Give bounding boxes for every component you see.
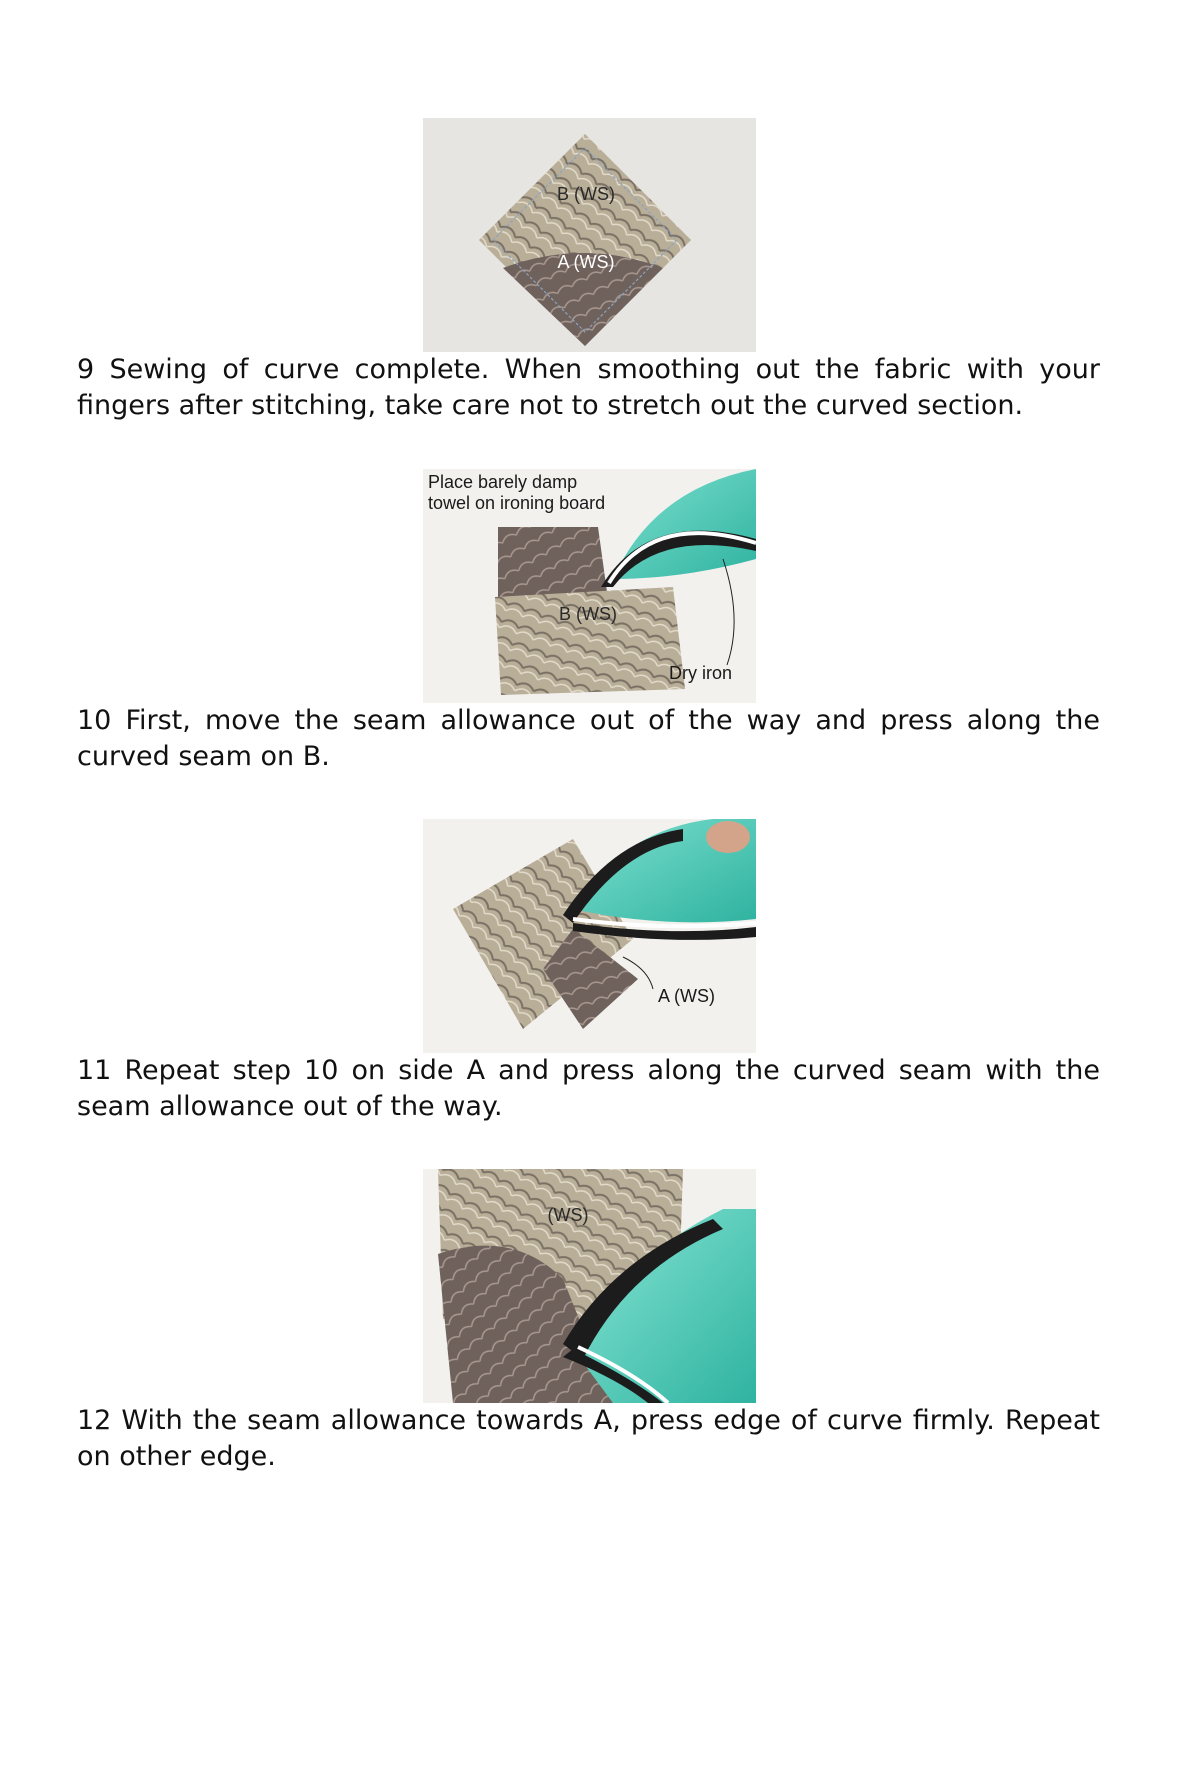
label-a-ws: A (WS) bbox=[557, 252, 615, 272]
step-10-photo bbox=[423, 469, 756, 703]
label-b-ws: B (WS) bbox=[557, 184, 615, 204]
step-9-photo bbox=[423, 118, 756, 352]
step-12-photo bbox=[423, 1169, 756, 1403]
step-10-caption: 10 First, move the seam allowance out of the way and press along the curved seam on B. bbox=[77, 705, 1100, 772]
step-12-caption: 12 With the seam allowance towards A, press edge of curve firmly. Repeat on other edge. bbox=[77, 1405, 1100, 1472]
label-dry-iron: Dry iron bbox=[669, 663, 733, 683]
step-11-caption: 11 Repeat step 10 on side A and press along the curved seam with the seam allowance out of the way. bbox=[77, 1055, 1100, 1122]
step-9-caption: 9 Sewing of curve complete. When smoothing out the fabric with your fingers after stitching, take care not to stretch out the curved section. bbox=[77, 354, 1100, 421]
label-a-ws: A (WS) bbox=[658, 986, 715, 1006]
label-ws: (WS) bbox=[547, 1205, 589, 1225]
finger bbox=[706, 821, 750, 853]
label-damp-towel-2: towel on ironing board bbox=[428, 493, 606, 513]
label-damp-towel-1: Place barely damp bbox=[428, 472, 578, 492]
step-11-photo bbox=[423, 819, 756, 1053]
label-b-ws: B (WS) bbox=[559, 604, 617, 624]
